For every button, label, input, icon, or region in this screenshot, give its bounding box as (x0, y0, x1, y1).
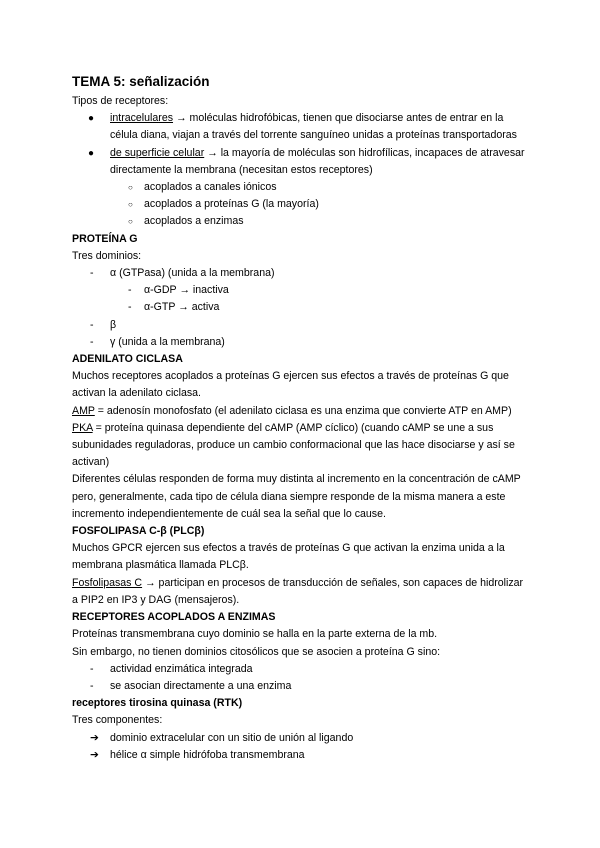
list-item-gamma (72, 334, 528, 351)
item-text: β (110, 318, 117, 331)
list-item-helice (72, 747, 528, 764)
heading-adenilato: ADENILATO CICLASA (72, 353, 183, 366)
item-text: se asocian directamente a una enzima (110, 679, 292, 692)
circle-marker: ○ (128, 217, 133, 227)
desc-pka: = proteína quinasa dependiente del cAMP (AMP cíclico) (cuando cAMP se une a sus subunidades reguladoras, produce un cambio conformacional que las hace disociarse y así se activan) (72, 421, 515, 469)
arrow-icon: ➔ (90, 748, 99, 761)
dash-marker: - (128, 301, 132, 314)
term-superficie: de superficie celular (110, 146, 205, 159)
dash-marker: - (90, 267, 94, 280)
dash-marker: - (90, 318, 94, 331)
heading-fosfolipasa: FOSFOLIPASA C-β (PLCβ) (72, 525, 205, 538)
list-item-canales (72, 179, 528, 196)
list-item-proteinas-g (72, 196, 528, 213)
heading-proteina-g: PROTEÍNA G (72, 232, 138, 245)
circle-marker: ○ (128, 183, 133, 193)
item-text: acoplados a canales iónicos (144, 181, 277, 194)
tipos-receptores: Tipos de receptores: (72, 95, 169, 107)
list-item-enzimas (72, 213, 528, 230)
dash-marker: - (90, 662, 94, 675)
item-text: dominio extracelular con un sitio de unión al ligando (110, 731, 354, 744)
paragraph-sin-embargo: Sin embargo, no tienen dominios citosólicos que se asocien a proteína G sino: (72, 645, 441, 658)
arrow-icon: ➔ (90, 731, 99, 744)
desc-amp: = adenosín monofosfato (el adenilato ciclasa es una enzima que convierte ATP en AMP) (94, 404, 512, 417)
item-text: α-GDP → inactiva (144, 284, 229, 297)
paragraph-pka (72, 420, 528, 472)
term-amp: AMP (72, 404, 95, 417)
paragraph-fosfolipasas (72, 575, 528, 609)
list-item-asocian (72, 678, 528, 695)
dash-marker: - (90, 335, 94, 348)
list-item-alpha-gdp (72, 282, 528, 299)
term-pka: PKA (72, 421, 93, 434)
desc-superficie: → la mayoría de moléculas son hidrofílicas, incapaces de atravesar directamente la membrana (necesitan estos receptores) (110, 146, 525, 176)
tres-componentes: Tres componentes: (72, 714, 163, 727)
item-text: α-GTP → activa (144, 301, 220, 314)
item-text: acoplados a proteínas G (la mayoría) (144, 198, 319, 211)
dash-marker: - (90, 679, 94, 692)
bullet-marker: ● (88, 147, 95, 159)
term-intracelulares: intracelulares (110, 112, 174, 125)
paragraph-adenilato: Muchos receptores acoplados a proteínas G ejercen sus efectos a través de proteínas G que activan la adenilato ciclasa. (72, 370, 509, 400)
item-text: hélice α simple hidrófoba transmembrana (110, 748, 305, 761)
paragraph-transmembrana: Proteínas transmembrana cuyo dominio se halla en la parte externa de la mb. (72, 628, 438, 641)
document-page (72, 72, 528, 764)
circle-marker: ○ (128, 200, 133, 210)
list-item-beta (72, 317, 528, 334)
heading-rtk: receptores tirosina quinasa (RTK) (72, 697, 243, 710)
tres-dominios: Tres dominios: (72, 249, 142, 262)
page-title: TEMA 5: señalización (72, 74, 210, 89)
list-item-dominio-extracelular (72, 730, 528, 747)
desc-fosfolipasas: → participan en procesos de transducción de señales, son capaces de hidrolizar a PIP2 en IP3 y DAG (mensajeros). (72, 576, 524, 606)
item-text: acoplados a enzimas (144, 215, 244, 228)
item-text: α (GTPasa) (unida a la membrana) (110, 267, 275, 280)
item-text: γ (unida a la membrana) (110, 335, 225, 348)
list-item-superficie (72, 145, 528, 179)
dash-marker: - (128, 284, 132, 297)
heading-receptores-enzimas: RECEPTORES ACOPLADOS A ENZIMAS (72, 611, 276, 624)
list-item-alpha (72, 265, 528, 282)
paragraph-gpcr: Muchos GPCR ejercen sus efectos a través de proteínas G que activan la enzima unida a la membrana plasmática llamada PLCβ. (72, 542, 505, 572)
item-text: actividad enzimática integrada (110, 662, 253, 675)
list-item-alpha-gtp (72, 299, 528, 316)
bullet-marker: ● (88, 113, 95, 125)
paragraph-amp (72, 403, 528, 420)
desc-intracelulares: → moléculas hidrofóbicas, tienen que disociarse antes de entrar en la célula diana, viajan a través del torrente sanguíneo unidas a proteínas transportadoras (110, 112, 517, 142)
list-item-actividad (72, 661, 528, 678)
term-fosfolipasas: Fosfolipasas C (72, 576, 143, 589)
paragraph-camp: Diferentes células responden de forma muy distinta al incremento en la concentración de cAMP pero, generalmente, cada tipo de célula diana siempre responde de la misma manera a este incremento independientemente de cuál sea la señal que lo cause. (72, 473, 521, 520)
list-item-intracelulares (72, 110, 528, 144)
